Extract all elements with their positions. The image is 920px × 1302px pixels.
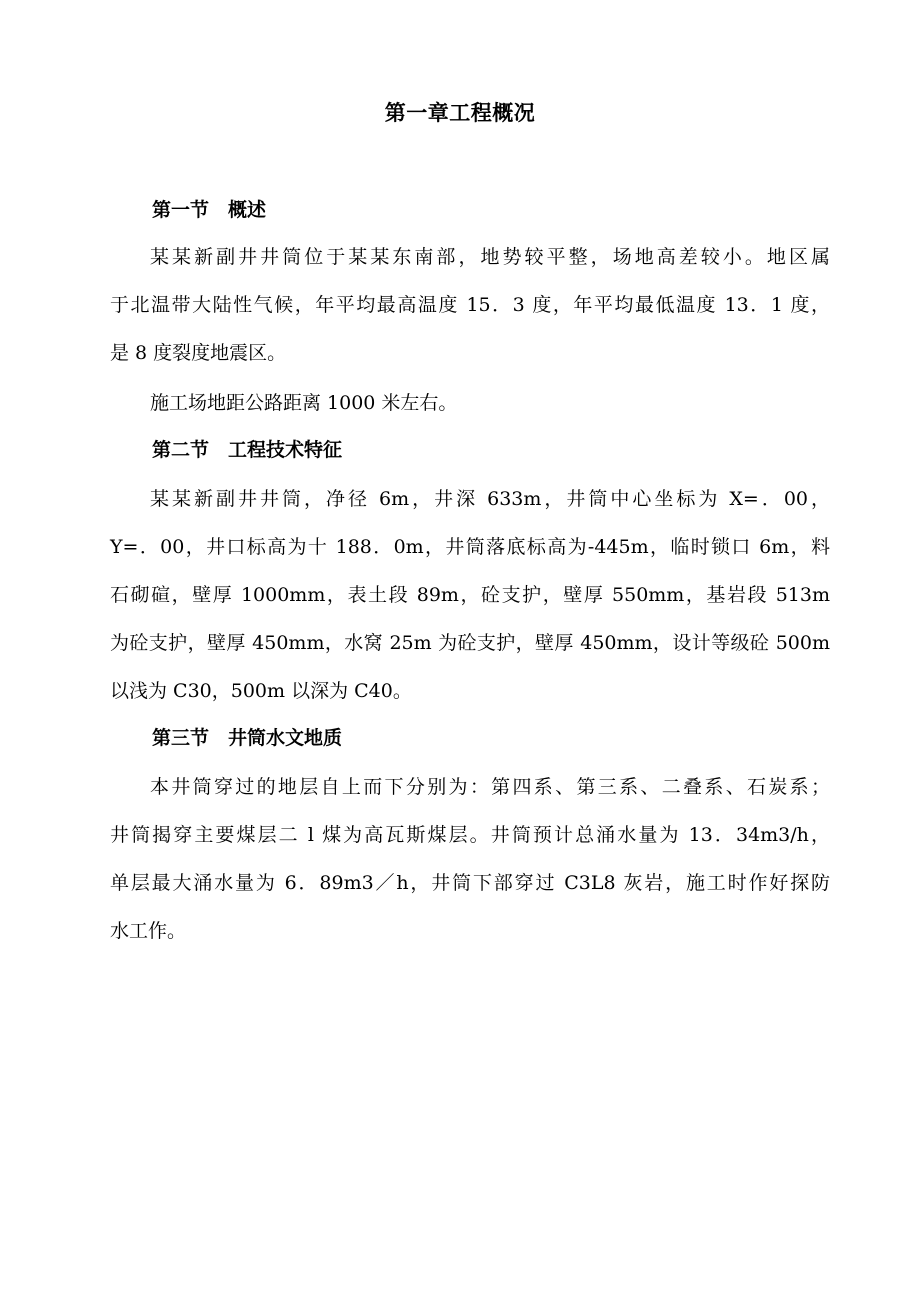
- paragraph-line: 井筒揭穿主要煤层二 l 煤为高瓦斯煤层。井筒预计总涌水量为 13．34m3/h，: [110, 824, 830, 846]
- paragraph-line: 石砌碹，壁厚 1000mm，表土段 89m，砼支护，壁厚 550mm，基岩段 513m: [110, 584, 830, 606]
- paragraph-site-location: [110, 233, 830, 377]
- paragraph-hydrogeology: [110, 763, 830, 955]
- paragraph-line: Y=．00，井口标高为十 188．0m，井筒落底标高为-445m，临时锁口 6m，料: [110, 536, 830, 558]
- paragraph-line: 以浅为 C30，500m 以深为 C40。: [110, 680, 412, 702]
- section-heading-overview: 第一节 概述: [152, 199, 267, 221]
- paragraph-line: 某某新副井井筒，净径 6m，井深 633m，井筒中心坐标为 X=．00，: [150, 488, 830, 510]
- paragraph-line: 某某新副井井筒位于某某东南部，地势较平整，场地高差较小。地区属: [150, 246, 830, 268]
- paragraph-line: 于北温带大陆性气候，年平均最高温度 15．3 度，年平均最低温度 13．1 度，: [110, 294, 830, 316]
- paragraph-line: 是 8 度裂度地震区。: [110, 342, 287, 364]
- section-heading-hydrogeology: 第三节 井筒水文地质: [152, 727, 343, 749]
- section-heading-technical-features: 第二节 工程技术特征: [152, 439, 343, 461]
- paragraph-line: 水工作。: [110, 920, 187, 942]
- paragraph-line: 为砼支护，壁厚 450mm，水窝 25m 为砼支护，壁厚 450mm，设计等级砼 500m: [110, 632, 830, 654]
- paragraph-shaft-specs: [110, 475, 830, 715]
- paragraph-road-distance: 施工场地距公路距离 1000 米左右。: [150, 392, 458, 414]
- paragraph-line: 本井筒穿过的地层自上而下分别为：第四系、第三系、二叠系、石炭系；: [150, 776, 830, 798]
- paragraph-line: 单层最大涌水量为 6．89m3／h，井筒下部穿过 C3L8 灰岩，施工时作好探防: [110, 872, 830, 894]
- chapter-title: 第一章工程概况: [384, 100, 536, 125]
